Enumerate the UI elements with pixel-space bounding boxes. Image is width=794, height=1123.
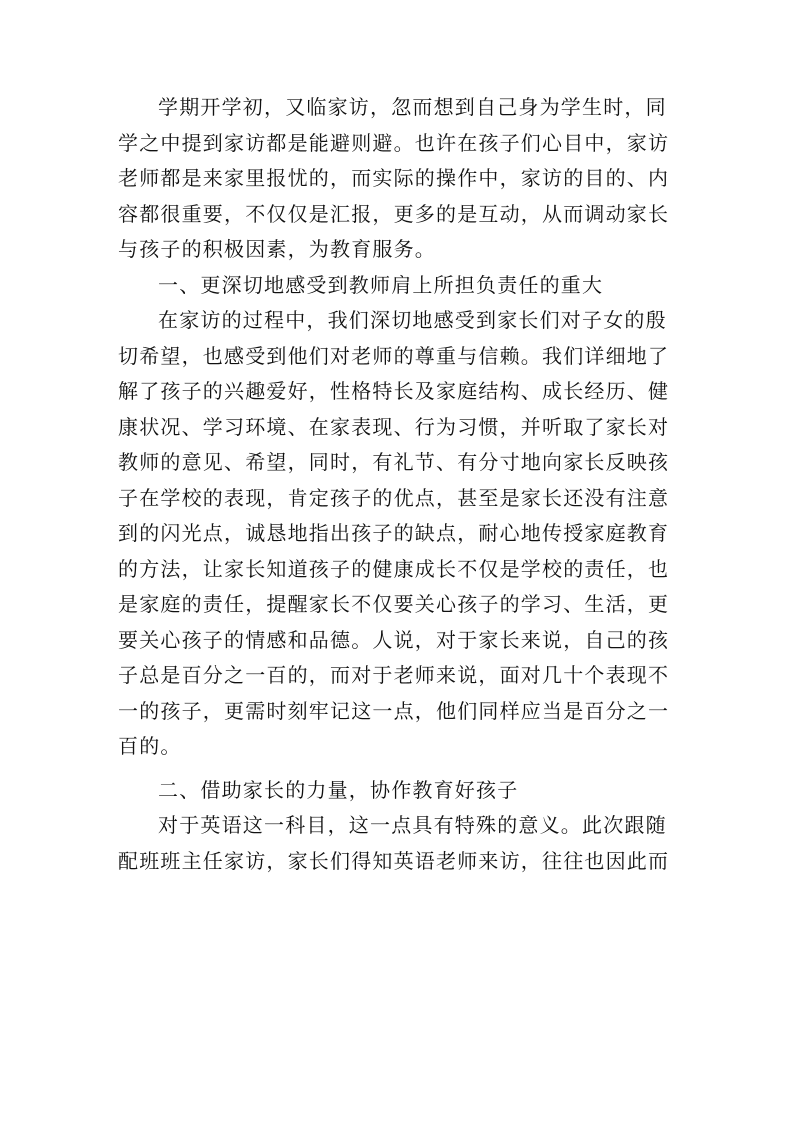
- section-1-paragraph: 在家访的过程中，我们深切地感受到家长们对子女的殷切希望，也感受到他们对老师的尊重与信赖。我们详细地了解了孩子的兴趣爱好，性格特长及家庭结构、成长经历、健康状况、学习环境、在家表现、行为习惯，并听取了家长对教师的意见、希望，同时，有礼节、有分寸地向家长反映孩子在学校的表现，肯定孩子的优点，甚至是家长还没有注意到的闪光点，诚恳地指出孩子的缺点，耐心地传授家庭教育的方法，让家长知道孩子的健康成长不仅是学校的责任，也是家庭的责任，提醒家长不仅要关心孩子的学习、生活，更要关心孩子的情感和品德。人说，对于家长来说，自己的孩子总是百分之一百的，而对于老师来说，面对几十个表现不一的孩子，更需时刻牢记这一点，他们同样应当是百分之一百的。: [118, 308, 670, 758]
- section-heading-1: 一、更深切地感受到教师肩上所担负责任的重大: [158, 272, 604, 297]
- document-body: [118, 90, 678, 879]
- intro-paragraph: 学期开学初，又临家访，忽而想到自己身为学生时，同学之中提到家访都是能避则避。也许在孩子们心目中，家访老师都是来家里报忧的，而实际的操作中，家访的目的、内容都很重要，不仅仅是汇报，更多的是互动，从而调动家长与孩子的积极因素，为教育服务。: [118, 95, 670, 261]
- section-2-paragraph: 对于英语这一科目，这一点具有特殊的意义。此次跟随配班班主任家访，家长们得知英语老师来访，往往也因此而: [118, 813, 670, 873]
- section-heading-2: 二、借助家长的力量，协作教育好孩子: [158, 777, 519, 802]
